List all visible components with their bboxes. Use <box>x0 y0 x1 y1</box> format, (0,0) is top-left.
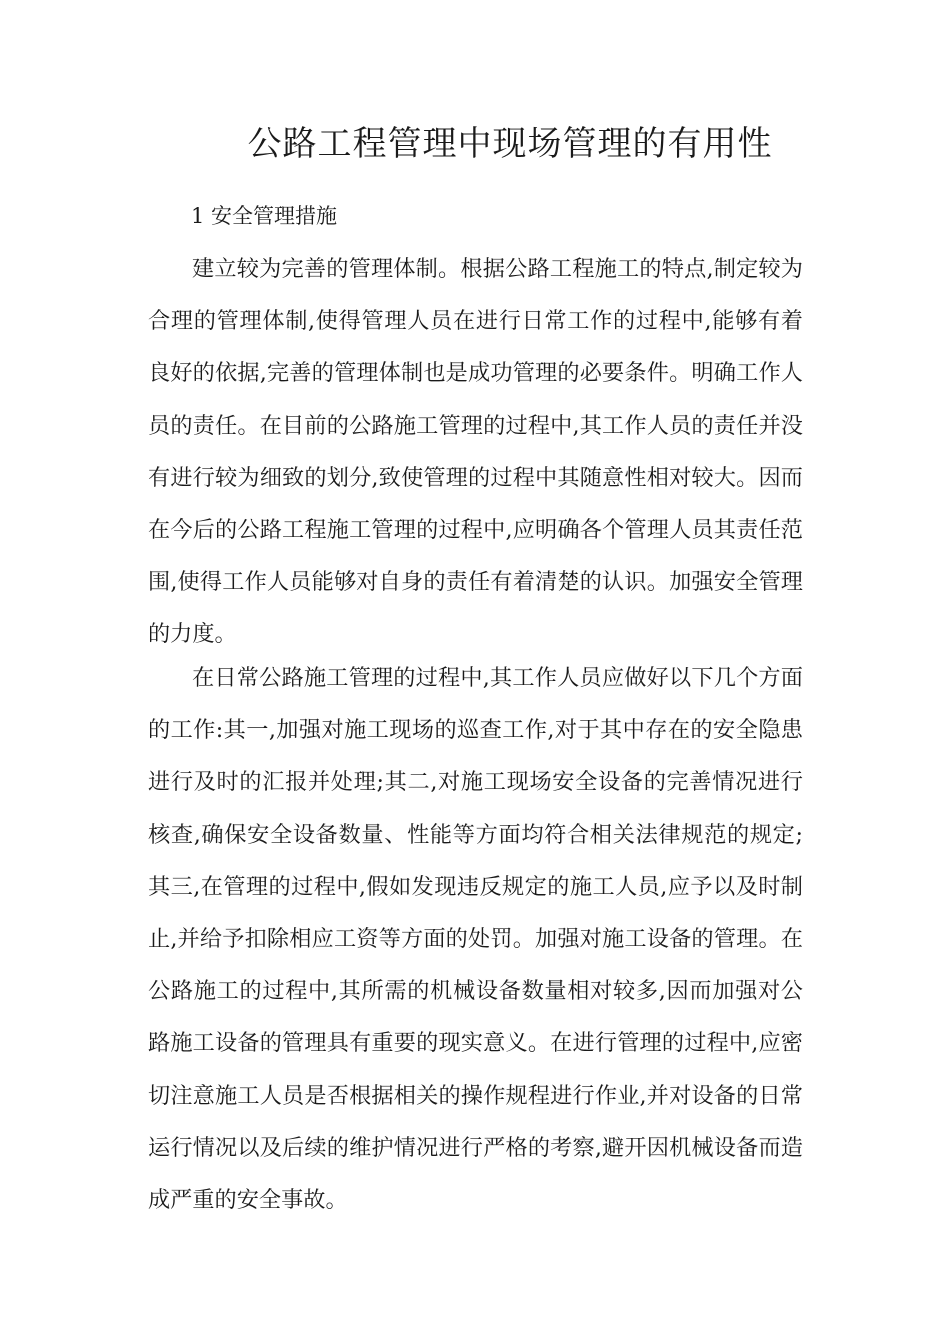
section-heading: 1 安全管理措施 <box>191 204 338 228</box>
body-paragraph-2: 在日常公路施工管理的过程中,其工作人员应做好以下几个方面的工作:其一,加强对施工现场的巡查工作,对于其中存在的安全隐患进行及时的汇报并处理;其二,对施工现场安全设备的完善情况进行核查,确保安全设备数量、性能等方面均符合相关法律规范的规定;其三,在管理的过程中,假如发现违反规定的施工人员,应予以及时制止,并给予扣除相应工资等方面的处罚。加强对施工设备的管理。在公路施工的过程中,其所需的机械设备数量相对较多,因而加强对公路施工设备的管理具有重要的现实意义。在进行管理的过程中,应密切注意施工人员是否根据相关的操作规程进行作业,并对设备的日常运行情况以及后续的维护情况进行严格的考察,避开因机械设备而造成严重的安全事故。 <box>148 665 803 1214</box>
body-paragraph-1: 建立较为完善的管理体制。根据公路工程施工的特点,制定较为合理的管理体制,使得管理人员在进行日常工作的过程中,能够有着良好的依据,完善的管理体制也是成功管理的必要条件。明确工作人员的责任。在目前的公路施工管理的过程中,其工作人员的责任并没有进行较为细致的划分,致使管理的过程中其随意性相对较大。因而在今后的公路工程施工管理的过程中,应明确各个管理人员其责任范围,使得工作人员能够对自身的责任有着清楚的认识。加强安全管理的力度。 <box>148 256 803 648</box>
document-title: 公路工程管理中现场管理的有用性 <box>247 124 773 164</box>
